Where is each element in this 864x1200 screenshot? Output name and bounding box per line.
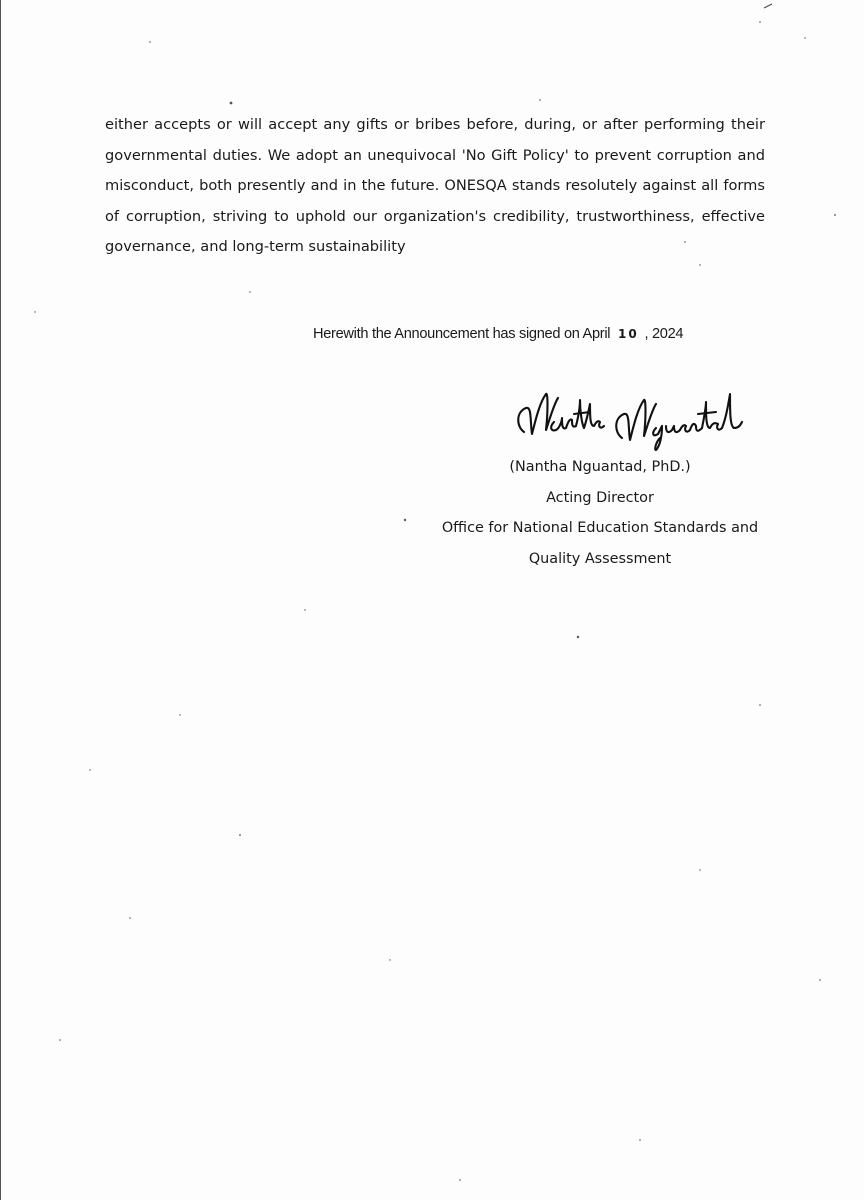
signed-day: 10 <box>618 327 639 341</box>
announcement-paragraph: either accepts or will accept any gifts or bribes before, during, or after performing their governmental duties. We adopt an unequivocal 'No Gift Policy' to prevent corruption and misconduct, both presently and in the future. ONESQA stands resolutely against all forms of corruption, striving to uphold our organization's credibility, trustworthiness, effective governance, and long-term sustainability <box>105 116 765 255</box>
organization-line-2: Quality Assessment <box>528 550 672 567</box>
signed-date-line <box>313 326 683 342</box>
signatory-name: (Nantha Nguantad, PhD.) <box>509 459 691 475</box>
signed-suffix: , 2024 <box>644 326 684 342</box>
signed-prefix: Herewith the Announcement has signed on April <box>313 326 611 342</box>
handwritten-signature <box>510 382 750 454</box>
signatory-block <box>420 452 780 574</box>
organization-line-1: Office for National Education Standards and <box>441 520 759 536</box>
signatory-position: Acting Director <box>546 489 654 506</box>
